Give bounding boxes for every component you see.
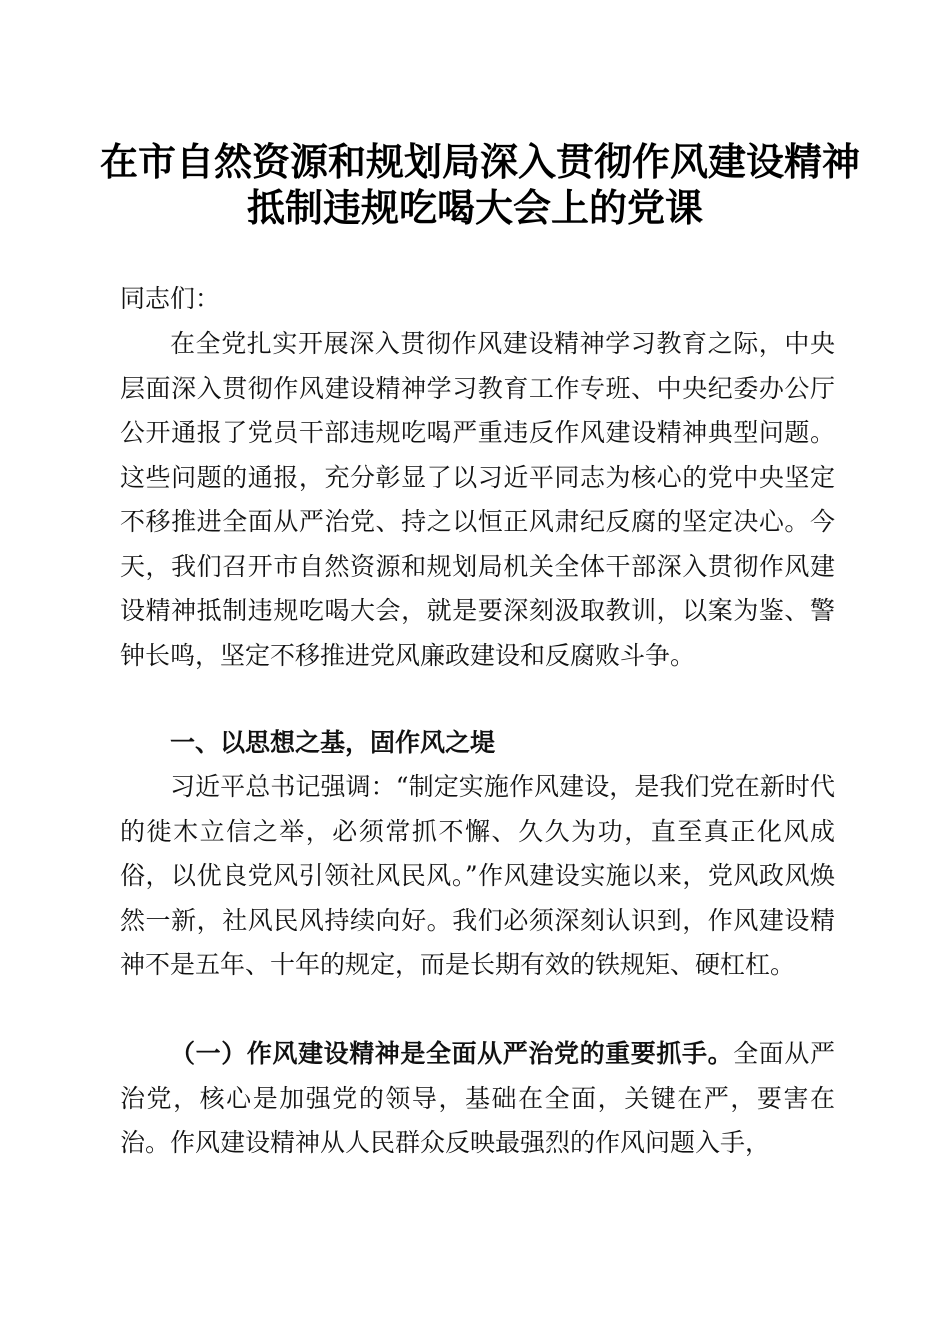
- salutation: 同志们：: [120, 284, 221, 313]
- document-title-line-1: 在市自然资源和规划局深入贯彻作风建设精神: [100, 139, 861, 184]
- subsection-body: 全面从严治党，核心是加强党的领导，基础在全面，关键在严，要害在治。作风建设精神从人民群众反映最强烈的作风问题入手，: [120, 1039, 835, 1157]
- paragraph-section-1: 习近平总书记强调：“制定实施作风建设，是我们党在新时代的徙木立信之举，必须常抓不懈、久久为功，直至真正化风成俗，以优良党风引领社风民风。”作风建设实施以来，党风政风焕然一新，社风民风持续向好。我们必须深刻认识到，作风建设精神不是五年、十年的规定，而是长期有效的铁规矩、硬杠杠。: [120, 772, 835, 979]
- paragraph-intro: 在全党扎实开展深入贯彻作风建设精神学习教育之际，中央层面深入贯彻作风建设精神学习教育工作专班、中央纪委办公厅公开通报了党员干部违规吃喝严重违反作风建设精神典型问题。这些问题的通报，充分彰显了以习近平同志为核心的党中央坚定不移推进全面从严治党、持之以恒正风肃纪反腐的坚定决心。今天，我们召开市自然资源和规划局机关全体干部深入贯彻作风建设精神抵制违规吃喝大会，就是要深刻汲取教训，以案为鉴、警钟长鸣，坚定不移推进党风廉政建设和反腐败斗争。: [120, 329, 835, 670]
- subsection-lead-sentence: （一）作风建设精神是全面从严治党的重要抓手。: [170, 1039, 734, 1068]
- section-heading-1: 一、以思想之基，固作风之堤: [170, 728, 496, 757]
- document-title-line-2: 抵制违规吃喝大会上的党课: [246, 185, 703, 230]
- paragraph-subsection-1: [120, 1032, 835, 1166]
